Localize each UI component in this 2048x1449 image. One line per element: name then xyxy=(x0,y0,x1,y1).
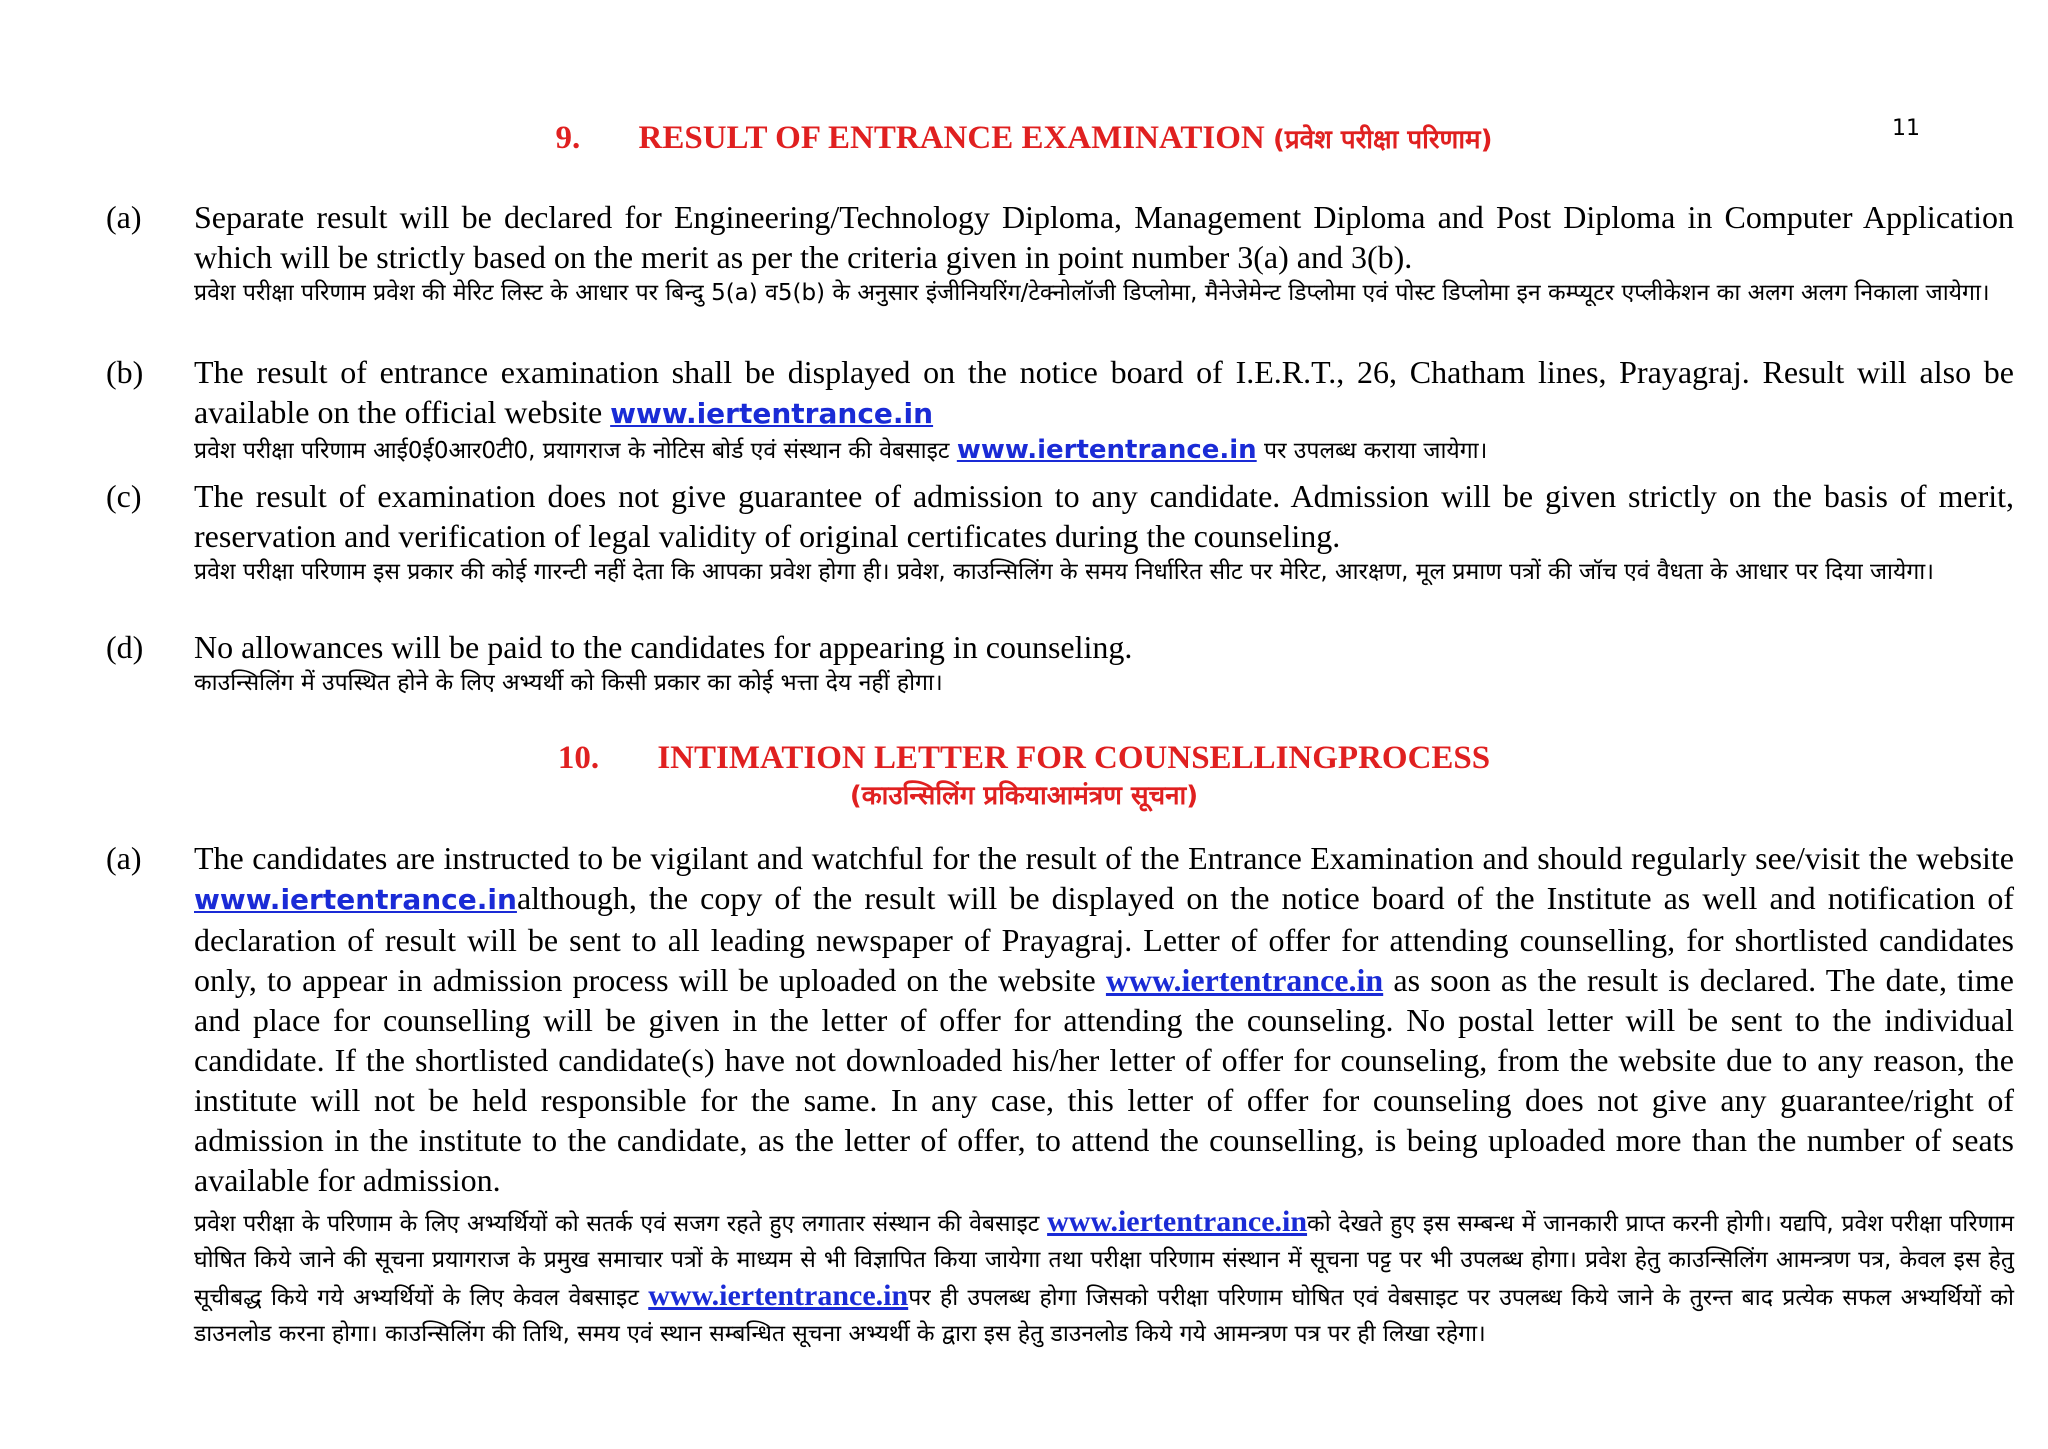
section-10-heading xyxy=(0,738,2048,814)
item-text-hindi xyxy=(194,1204,2014,1352)
section-9-title-hindi: (प्रवेश परीक्षा परिणाम) xyxy=(1272,125,1493,155)
item-text-hindi-part: को देखते हुए इस सम्बन्ध में जानकारी प्राप्त करनी होगी। यद्यपि, प्रवेश परीक्षा परिणाम घोषित किये जाने की सूचना प्रयागराज के प्रमुख समाचार पत्रों के माध्यम से भी विज्ञापित किया जायेगा तथा परीक्षा परिणाम संस्थान में सूचना पट्ट पर भी उपलब्ध होगा। प्रवेश हेतु काउन्सिलिंग आमन्त्रण पत्र, केवल इस हेतु सूचीबद्ध किये गये अभ्यर्थियों के लिए केवल वेबसाइट xyxy=(194,1211,2015,1311)
website-link[interactable]: www.iertentrance.in xyxy=(956,435,1257,465)
website-link[interactable]: www.iertentrance.in xyxy=(1105,962,1384,998)
item-text-hindi: प्रवेश परीक्षा परिणाम प्रवेश की मेरिट लिस्ट के आधार पर बिन्दु 5(a) व5(b) के अनुसार इंजीनियरिंग/टेक्नोलॉजी डिप्लोमा, मैनेजेमेन्ट डिप्लोमा एवं पोस्ट डिप्लोमा इन कम्प्यूटर एप्लीकेशन का अलग अलग निकाला जायेगा। xyxy=(194,280,1990,306)
item-text-english-part: The result of entrance examination shall be displayed on the notice board of I.E.R.T., 26, Chatham lines, Prayagraj. Result will also be available on the official website xyxy=(194,354,2014,430)
item-text-hindi-part: पर ही उपलब्ध होगा जिसको परीक्षा परिणाम घोषित एवं वेबसाइट पर उपलब्ध किये जाने के तुरन्त बाद प्रत्येक सफल अभ्यर्थियों को डाउनलोड करना होगा। काउन्सिलिंग की तिथि, समय एवं स्थान सम्बन्धित सूचना अभ्यर्थी के द्वारा इस हेतु डाउनलोड किये गये आमन्त्रण पत्र पर ही लिखा रहेगा। xyxy=(194,1285,2014,1347)
item-text-hindi: काउन्सिलिंग में उपस्थित होने के लिए अभ्यर्थी को किसी प्रकार का कोई भत्ता देय नहीं होगा। xyxy=(194,670,943,696)
website-link[interactable]: www.iertentrance.in xyxy=(194,883,517,916)
section-9-number: 9. xyxy=(555,120,581,156)
item-text-hindi xyxy=(194,434,2014,467)
item-text-english-part: The candidates are instructed to be vigilant and watchful for the result of the Entrance Examination and should regularly see/visit the website xyxy=(194,840,2014,876)
page-number: 11 xyxy=(1892,116,1920,141)
item-label: (d) xyxy=(106,629,144,665)
item-label: (b) xyxy=(106,354,144,390)
section-10-number: 10. xyxy=(557,740,600,776)
website-link[interactable]: www.iertentrance.in xyxy=(610,397,934,430)
item-text-hindi-part: प्रवेश परीक्षा के परिणाम के लिए अभ्यर्थियों को सतर्क एवं सजग रहते हुए लगातार संस्थान की वेबसाइट xyxy=(194,1211,1048,1237)
item-label: (a) xyxy=(106,199,142,235)
section-10-title: INTIMATION LETTER FOR COUNSELLINGPROCESS xyxy=(657,740,1491,776)
item-text-hindi: प्रवेश परीक्षा परिणाम इस प्रकार की कोई गारन्टी नहीं देता कि आपका प्रवेश होगा ही। प्रवेश, काउन्सिलिंग के समय निर्धारित सीट पर मेरिट, आरक्षण, मूल प्रमाण पत्रों की जॉच एवं वैधता के आधार पर दिया जायेगा। xyxy=(194,559,1934,585)
section-9-item-b xyxy=(106,352,2014,467)
section-9-heading xyxy=(0,120,2048,157)
item-text-english: No allowances will be paid to the candidates for appearing in counseling. xyxy=(194,629,1133,665)
item-text-hindi-part: प्रवेश परीक्षा परिणाम आई0ई0आर0टी0, प्रयागराज के नोटिस बोर्ड एवं संस्थान की वेबसाइट xyxy=(194,438,957,464)
section-9-item-a xyxy=(106,197,2014,309)
item-label: (c) xyxy=(106,478,142,514)
website-link[interactable]: www.iertentrance.in xyxy=(648,1279,909,1312)
item-text-english-part: although, the copy of the result will be displayed on the notice board of the Institute as well and notification of declaration of result will be sent to all leading newspaper of Prayagraj. Letter of offer for attending counselling, for shortlisted candidates only, to appear in admission process will be uploaded on the website xyxy=(194,880,2014,998)
item-label: (a) xyxy=(106,840,142,876)
section-10-title-hindi: (काउन्सिलिंग प्रकियाआमंत्रण सूचना) xyxy=(849,781,1199,811)
website-link[interactable]: www.iertentrance.in xyxy=(1047,1205,1308,1238)
item-text-english: The result of examination does not give guarantee of admission to any candidate. Admission will be given strictly on the basis of merit, reservation and verification of legal validity of original certificates during the counseling. xyxy=(194,478,2014,554)
item-text-english-part: as soon as the result is declared. The date, time and place for counselling will be given in the letter of offer for attending the counseling. No postal letter will be sent to the individual candidate. If the shortlisted candidate(s) have not downloaded his/her letter of offer for counseling, from the website due to any reason, the institute will not be held responsible for the same. In any case, this letter of offer for counseling does not give any guarantee/right of admission in the institute to the candidate, as the letter of offer, to attend the counselling, is being uploaded more than the number of seats available for admission. xyxy=(194,962,2015,1198)
section-9-item-c xyxy=(106,476,2014,588)
section-10-item-a xyxy=(106,838,2014,1352)
item-text-hindi-part: पर उपलब्ध कराया जायेगा। xyxy=(1256,438,1488,464)
section-9-item-d xyxy=(106,627,2014,699)
item-text-english xyxy=(194,352,2014,434)
item-text-english: Separate result will be declared for Engineering/Technology Diploma, Management Diploma and Post Diploma in Computer Application which will be strictly based on the merit as per the criteria given in point number 3(a) and 3(b). xyxy=(194,199,2014,275)
item-text-english xyxy=(194,838,2014,1200)
section-9-title: RESULT OF ENTRANCE EXAMINATION xyxy=(638,120,1265,156)
